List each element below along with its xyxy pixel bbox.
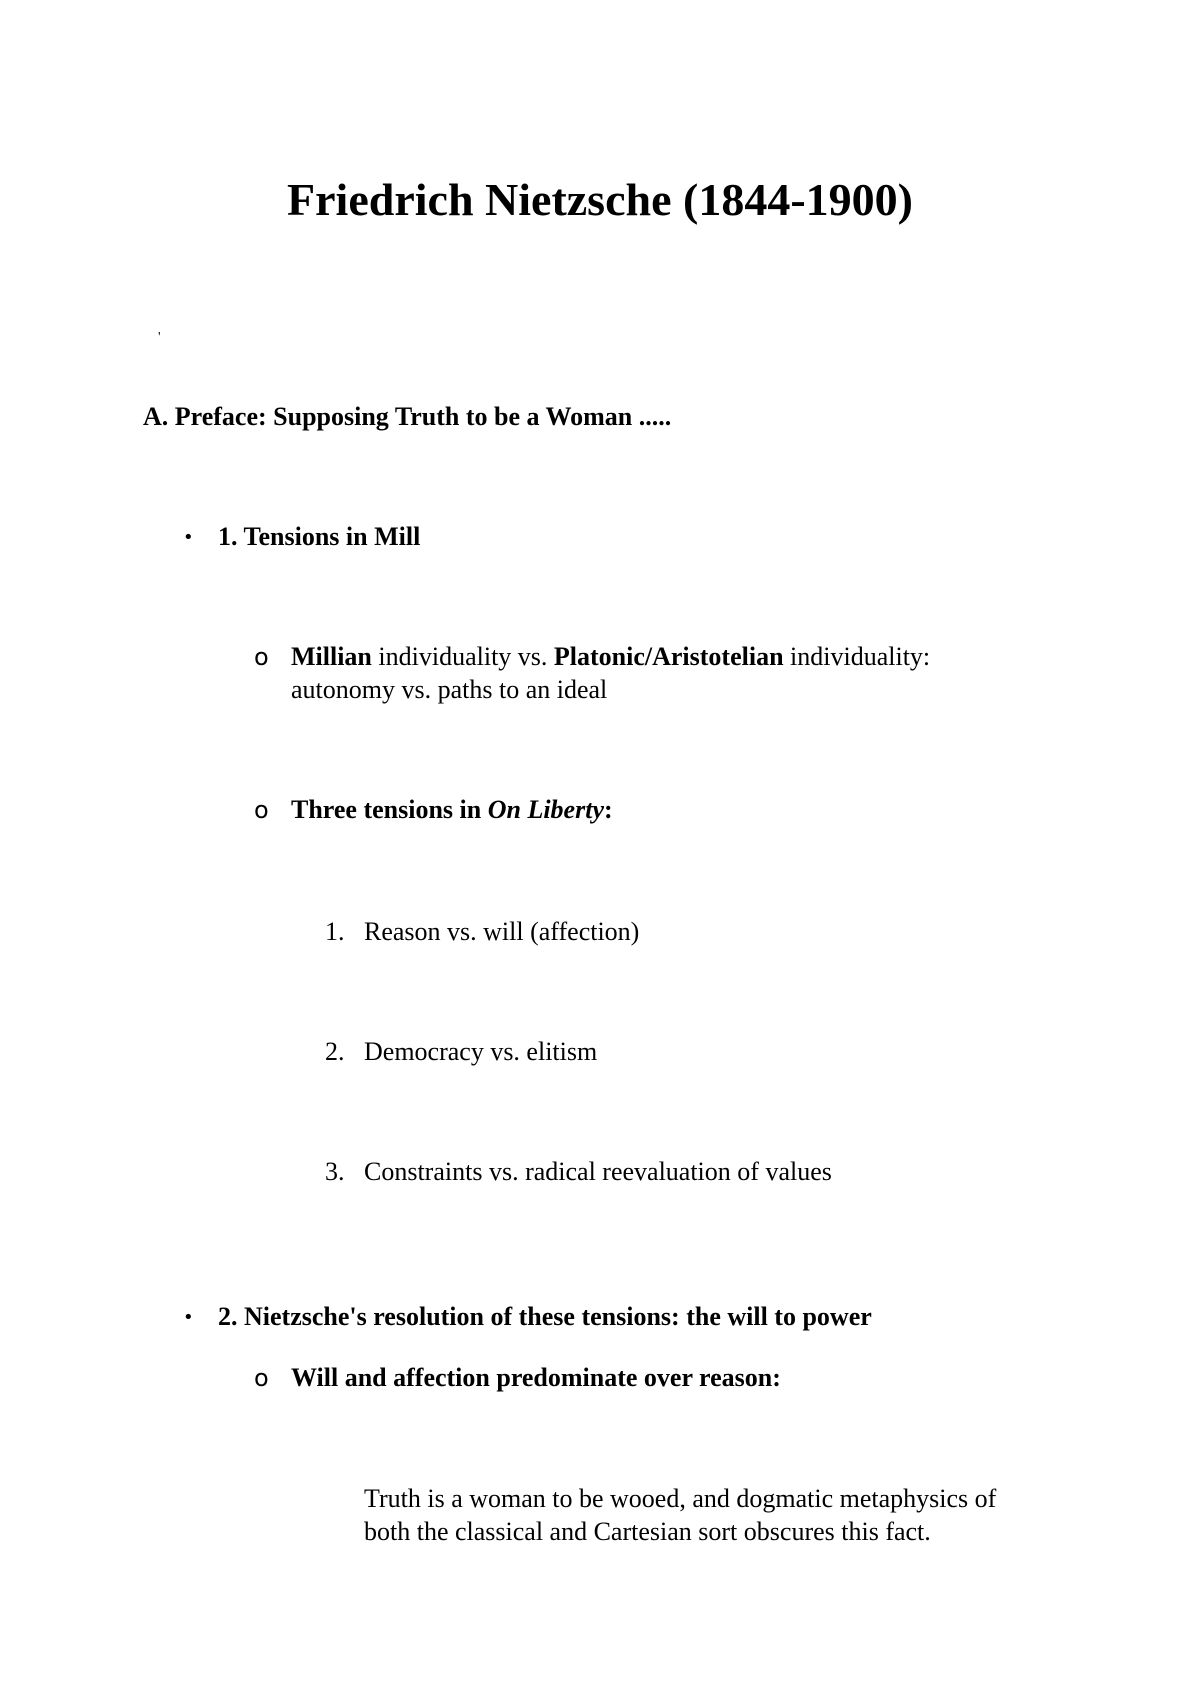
tension-3-number: 3.	[325, 1157, 345, 1186]
stray-mark: '	[158, 330, 161, 345]
section-a-heading: A. Preface: Supposing Truth to be a Woman .....	[143, 402, 672, 431]
platonic-term: Platonic/Aristotelian	[553, 642, 784, 671]
bullet-icon: •	[183, 1307, 194, 1328]
point-1-sub-1-line-1	[291, 640, 930, 674]
three-tensions-label: Three tensions in	[291, 795, 488, 824]
point-2-sub-1: Will and affection predominate over reason:	[291, 1363, 781, 1392]
page-title: Friedrich Nietzsche (1844-1900)	[287, 174, 913, 225]
sub-1-text-b: individuality:	[783, 642, 931, 671]
point-1-sub-2	[291, 793, 613, 827]
quote-block	[364, 1482, 996, 1548]
sub-bullet-icon: o	[254, 796, 269, 824]
point-1-heading: 1. Tensions in Mill	[218, 522, 421, 551]
quote-line-1: Truth is a woman to be wooed, and dogmatic metaphysics of	[364, 1484, 997, 1513]
colon: :	[603, 795, 613, 824]
tension-2-number: 2.	[325, 1037, 345, 1066]
point-1-sub-1-line-2: autonomy vs. paths to an ideal	[291, 675, 608, 704]
sub-bullet-icon: o	[254, 1364, 269, 1392]
quote-line-2: both the classical and Cartesian sort obscures this fact.	[364, 1517, 931, 1546]
bullet-icon: •	[183, 527, 194, 548]
tension-1-number: 1.	[325, 917, 345, 946]
tension-2-text: Democracy vs. elitism	[364, 1037, 598, 1066]
sub-1-text-a: individuality vs.	[371, 642, 554, 671]
sub-bullet-icon: o	[254, 643, 269, 671]
on-liberty-title: On Liberty	[487, 795, 604, 824]
millian-term: Millian	[291, 642, 372, 671]
tension-1-text: Reason vs. will (affection)	[364, 917, 640, 946]
point-2-heading: 2. Nietzsche's resolution of these tensions: the will to power	[218, 1302, 872, 1331]
tension-3-text: Constraints vs. radical reevaluation of values	[364, 1157, 832, 1186]
